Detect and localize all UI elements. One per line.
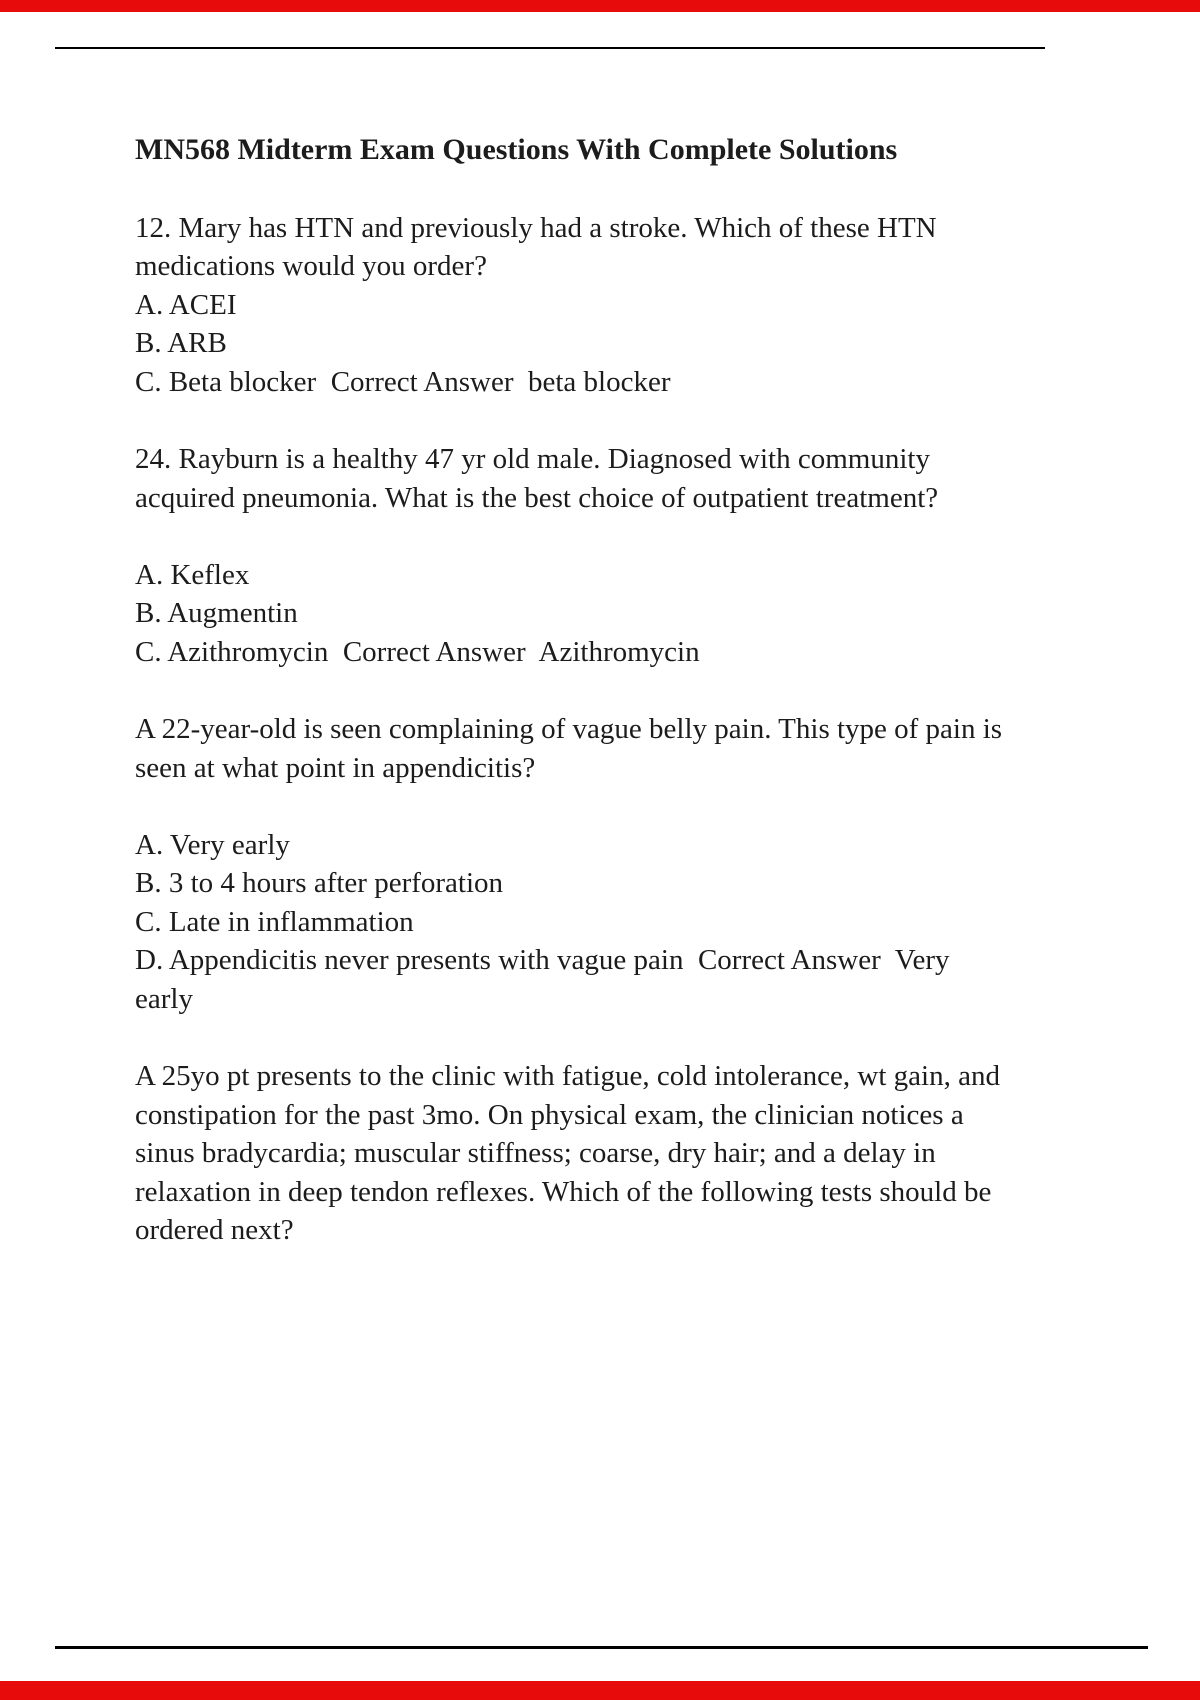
answer-option: B. ARB bbox=[135, 327, 227, 359]
question-stem: 24. Rayburn is a healthy 47 yr old male. Diagnosed with community acquired pneumonia. What is the best choice of outpatient treatment? bbox=[135, 443, 939, 514]
answer-option: B. 3 to 4 hours after perforation bbox=[135, 867, 504, 899]
top-horizontal-rule bbox=[55, 47, 1045, 49]
question-stem: 12. Mary has HTN and previously had a stroke. Which of these HTN medications would you order? bbox=[135, 211, 944, 282]
answer-option: A. ACEI bbox=[135, 288, 237, 321]
answer-option: C. Late in inflammation bbox=[135, 905, 414, 938]
question-stem: A 25yo pt presents to the clinic with fatigue, cold intolerance, wt gain, and constipation for the past 3mo. On physical exam, the clinician notices a sinus bradycardia; muscular stiffness; coarse, dry hair; and a delay in relaxation in deep tendon reflexes. Which of the following tests should be ordered next? bbox=[135, 1060, 1008, 1246]
answer-option: A. Keflex bbox=[135, 558, 250, 591]
top-red-bar bbox=[0, 0, 1200, 12]
options-list bbox=[135, 556, 1013, 672]
answer-option: B. Augmentin bbox=[135, 597, 298, 629]
document-title: MN568 Midterm Exam Questions With Complete Solutions bbox=[135, 133, 898, 166]
question-block bbox=[135, 1057, 1013, 1250]
question-block bbox=[135, 209, 1013, 402]
options-list bbox=[135, 286, 1013, 402]
options-list bbox=[135, 826, 1013, 1019]
document-body bbox=[135, 131, 1013, 1250]
answer-option: C. Beta blocker Correct Answer beta blocker bbox=[135, 365, 671, 398]
question-block bbox=[135, 710, 1013, 1018]
answer-option: D. Appendicitis never presents with vague pain Correct Answer Very early bbox=[135, 944, 957, 1015]
answer-option: A. Very early bbox=[135, 828, 290, 861]
bottom-horizontal-rule bbox=[55, 1646, 1148, 1649]
question-stem: A 22-year-old is seen complaining of vague belly pain. This type of pain is seen at what point in appendicitis? bbox=[135, 713, 1010, 784]
question-block bbox=[135, 440, 1013, 671]
bottom-red-bar bbox=[0, 1681, 1200, 1700]
answer-option: C. Azithromycin Correct Answer Azithromycin bbox=[135, 635, 700, 668]
